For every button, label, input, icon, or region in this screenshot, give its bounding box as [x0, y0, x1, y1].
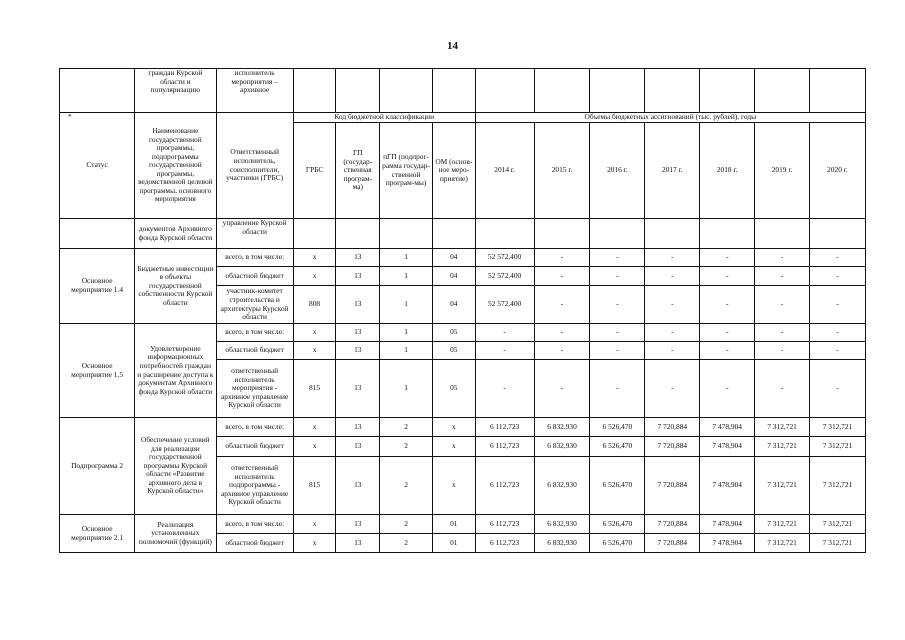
row-executor: ответственный исполнитель мероприятия - архивное управление Курской области	[216, 360, 293, 418]
cell	[700, 69, 755, 113]
row-value: 7 312,721	[755, 515, 810, 534]
row-gp: 13	[336, 457, 380, 515]
row-value: -	[534, 324, 590, 342]
row-value: 6 832,930	[534, 534, 590, 553]
header-mark: *	[68, 112, 72, 121]
cell	[700, 219, 755, 249]
row-pgp: 2	[380, 457, 433, 515]
row-om: 05	[432, 360, 475, 418]
row-name: Реализация установленных полномочий (функций)	[135, 515, 216, 553]
row-value: 6 526,470	[590, 515, 645, 534]
row-value: 7 720,884	[645, 418, 700, 437]
row-value: 7 312,721	[809, 418, 865, 437]
row-value: 52 572,400	[475, 267, 534, 286]
row-grbs: х	[293, 342, 336, 360]
row-grbs: х	[293, 267, 336, 286]
row-value: -	[809, 342, 865, 360]
row-om: 05	[432, 324, 475, 342]
cell	[432, 69, 475, 113]
row-executor: ответственный исполнитель подпрограммы - архивное управление Курской области	[216, 457, 293, 515]
row-value: -	[590, 360, 645, 418]
row-value: 6 526,470	[590, 457, 645, 515]
cell	[645, 69, 700, 113]
row-value: -	[534, 249, 590, 267]
row-name: Обеспечение условий для реализации государственной программы Курской области «Развитие архивного дела в Курской области»	[135, 418, 216, 515]
row-name: Бюджетные инвестиции в объекты государственной собственности Курской области	[135, 249, 216, 324]
header-name: Наименование государственной программы, подпрограммы государственной программы, ведомственной целевой программы, основного мероприятия	[135, 113, 216, 219]
row-value: -	[700, 249, 755, 267]
fragment-row	[60, 69, 866, 113]
header-year: 2016 г.	[590, 123, 645, 219]
cell	[590, 69, 645, 113]
row-value: 7 312,721	[755, 457, 810, 515]
row-value: 6 112,723	[475, 515, 534, 534]
row-grbs: 808	[293, 286, 336, 324]
row-value: 6 526,470	[590, 418, 645, 437]
cell	[336, 69, 380, 113]
row-value: -	[755, 267, 810, 286]
cell	[645, 219, 700, 249]
header-year: 2017 г.	[645, 123, 700, 219]
row-grbs: х	[293, 534, 336, 553]
header-year: 2014 г.	[475, 123, 534, 219]
row-value: 7 312,721	[755, 437, 810, 457]
row-value: -	[590, 324, 645, 342]
header-status-label: Статус	[86, 160, 108, 170]
cell	[475, 69, 534, 113]
row-value: -	[590, 249, 645, 267]
row-value: -	[645, 286, 700, 324]
row-pgp: 2	[380, 534, 433, 553]
row-value: 6 112,723	[475, 457, 534, 515]
row-value: 6 112,723	[475, 534, 534, 553]
row-gp: 13	[336, 515, 380, 534]
row-executor: областной бюджет	[216, 342, 293, 360]
row-value: -	[755, 286, 810, 324]
header-year: 2018 г.	[700, 123, 755, 219]
row-value: 7 312,721	[809, 457, 865, 515]
budget-table	[59, 68, 866, 553]
row-value: -	[590, 286, 645, 324]
table-row	[60, 418, 866, 437]
row-value: -	[645, 249, 700, 267]
row-executor: всего, в том числе:	[216, 418, 293, 437]
cell	[809, 69, 865, 113]
row-value: -	[475, 342, 534, 360]
row-value: -	[809, 249, 865, 267]
row-value: 7 478,904	[700, 534, 755, 553]
cell	[60, 219, 135, 249]
row-grbs: 815	[293, 457, 336, 515]
row-value: -	[534, 342, 590, 360]
row-value: 6 526,470	[590, 437, 645, 457]
cell	[755, 219, 810, 249]
row-executor: всего, в том числе:	[216, 249, 293, 267]
page-number: 14	[447, 40, 458, 52]
row-value: 7 312,721	[809, 534, 865, 553]
row-om: х	[432, 437, 475, 457]
row-pgp: 1	[380, 360, 433, 418]
row-value: -	[534, 360, 590, 418]
row-status: Основное мероприятие 1.5	[60, 324, 135, 418]
cell	[534, 69, 590, 113]
row-value: -	[645, 267, 700, 286]
carry-name: документов Архивного фонда Курской области	[135, 219, 216, 249]
header-executor: Ответственный исполнитель, соисполнители, участники (ГРБС)	[216, 113, 293, 219]
row-status: Основное мероприятие 2.1	[60, 515, 135, 553]
cell	[432, 219, 475, 249]
cell	[336, 219, 380, 249]
row-om: 04	[432, 286, 475, 324]
cell	[60, 69, 135, 113]
row-gp: 13	[336, 324, 380, 342]
row-gp: 13	[336, 342, 380, 360]
row-pgp: 1	[380, 286, 433, 324]
row-value: -	[475, 324, 534, 342]
row-value: 7 312,721	[809, 437, 865, 457]
row-value: -	[755, 342, 810, 360]
row-value: -	[755, 324, 810, 342]
row-gp: 13	[336, 534, 380, 553]
row-value: -	[700, 342, 755, 360]
row-value: 6 832,930	[534, 515, 590, 534]
row-om: 01	[432, 534, 475, 553]
row-pgp: 1	[380, 342, 433, 360]
row-value: 7 312,721	[755, 418, 810, 437]
table-row	[60, 249, 866, 267]
header-year: 2020 г.	[809, 123, 865, 219]
row-pgp: 1	[380, 267, 433, 286]
row-status: Подпрограмма 2	[60, 418, 135, 515]
header-om: ОМ (основ-ное меро-приятие)	[432, 123, 475, 219]
header-status	[60, 113, 135, 219]
row-executor: участник-комитет строительства и архитектуры Курской области	[216, 286, 293, 324]
row-value: 7 312,721	[809, 515, 865, 534]
row-value: -	[645, 360, 700, 418]
table-row	[60, 324, 866, 342]
row-value: 6 526,470	[590, 534, 645, 553]
row-pgp: 2	[380, 437, 433, 457]
row-value: 6 112,723	[475, 437, 534, 457]
header-pgp: пГП (подпрог-рамма государ-ственной програм-мы)	[380, 123, 433, 219]
row-pgp: 2	[380, 515, 433, 534]
row-value: 52 572,400	[475, 286, 534, 324]
row-grbs: х	[293, 418, 336, 437]
row-om: 01	[432, 515, 475, 534]
row-executor: областной бюджет	[216, 267, 293, 286]
row-gp: 13	[336, 360, 380, 418]
row-om: 04	[432, 249, 475, 267]
cell	[590, 219, 645, 249]
cell	[293, 69, 336, 113]
row-grbs: х	[293, 515, 336, 534]
row-value: 6 832,930	[534, 457, 590, 515]
row-om: х	[432, 457, 475, 515]
row-value: -	[590, 267, 645, 286]
fragment-name: граждан Курской области и популяризацию	[135, 69, 216, 113]
row-pgp: 1	[380, 324, 433, 342]
row-gp: 13	[336, 249, 380, 267]
row-executor: областной бюджет	[216, 534, 293, 553]
header-volumes: Объемы бюджетных ассигнований (тыс. рублей), годы	[475, 113, 865, 123]
row-value: 7 720,884	[645, 437, 700, 457]
row-gp: 13	[336, 437, 380, 457]
row-value: -	[645, 324, 700, 342]
row-value: 7 478,904	[700, 457, 755, 515]
cell	[380, 219, 433, 249]
row-value: -	[700, 360, 755, 418]
row-status: Основное мероприятие 1.4	[60, 249, 135, 324]
row-value: -	[645, 342, 700, 360]
row-value: -	[809, 267, 865, 286]
row-executor: всего, в том числе:	[216, 324, 293, 342]
cell	[809, 219, 865, 249]
row-value: -	[809, 360, 865, 418]
row-pgp: 2	[380, 418, 433, 437]
row-executor: областной бюджет	[216, 437, 293, 457]
row-value: -	[534, 286, 590, 324]
row-value: 52 572,400	[475, 249, 534, 267]
row-value: -	[755, 360, 810, 418]
header-grbs: ГРБС	[293, 123, 336, 219]
fragment-executor: исполнитель мероприятия – архивное	[216, 69, 293, 113]
row-value: 7 720,884	[645, 534, 700, 553]
header-year: 2019 г.	[755, 123, 810, 219]
row-name: Удовлетворение информационных потребностей граждан и расширение доступа к документам Архивного фонда Курской области	[135, 324, 216, 418]
row-value: 7 720,884	[645, 457, 700, 515]
header-gp: ГП (государ-ственная програм-ма)	[336, 123, 380, 219]
row-value: -	[755, 249, 810, 267]
row-om: х	[432, 418, 475, 437]
row-value: -	[809, 286, 865, 324]
row-value: -	[700, 267, 755, 286]
row-gp: 13	[336, 286, 380, 324]
row-value: 7 312,721	[755, 534, 810, 553]
row-grbs: х	[293, 249, 336, 267]
row-value: 7 478,904	[700, 515, 755, 534]
row-pgp: 1	[380, 249, 433, 267]
row-value: -	[590, 342, 645, 360]
row-gp: 13	[336, 267, 380, 286]
row-value: -	[700, 324, 755, 342]
carry-row	[60, 219, 866, 249]
cell	[380, 69, 433, 113]
row-grbs: 815	[293, 360, 336, 418]
row-value: 6 112,723	[475, 418, 534, 437]
row-value: 6 832,930	[534, 437, 590, 457]
table-row	[60, 515, 866, 534]
row-gp: 13	[336, 418, 380, 437]
header-year: 2015 г.	[534, 123, 590, 219]
row-value: 7 478,904	[700, 418, 755, 437]
row-value: -	[534, 267, 590, 286]
header-bk-code: Код бюджетной классификации	[293, 113, 475, 123]
row-grbs: х	[293, 437, 336, 457]
row-executor: всего, в том числе:	[216, 515, 293, 534]
row-value: 7 478,904	[700, 437, 755, 457]
row-value: -	[475, 360, 534, 418]
row-value: 7 720,884	[645, 515, 700, 534]
cell	[293, 219, 336, 249]
header-row	[60, 113, 866, 123]
row-value: 6 832,930	[534, 418, 590, 437]
row-value: -	[700, 286, 755, 324]
cell	[475, 219, 534, 249]
row-om: 04	[432, 267, 475, 286]
row-grbs: х	[293, 324, 336, 342]
cell	[534, 219, 590, 249]
cell	[755, 69, 810, 113]
carry-executor: управление Курской области	[216, 219, 293, 249]
row-om: 05	[432, 342, 475, 360]
row-value: -	[809, 324, 865, 342]
